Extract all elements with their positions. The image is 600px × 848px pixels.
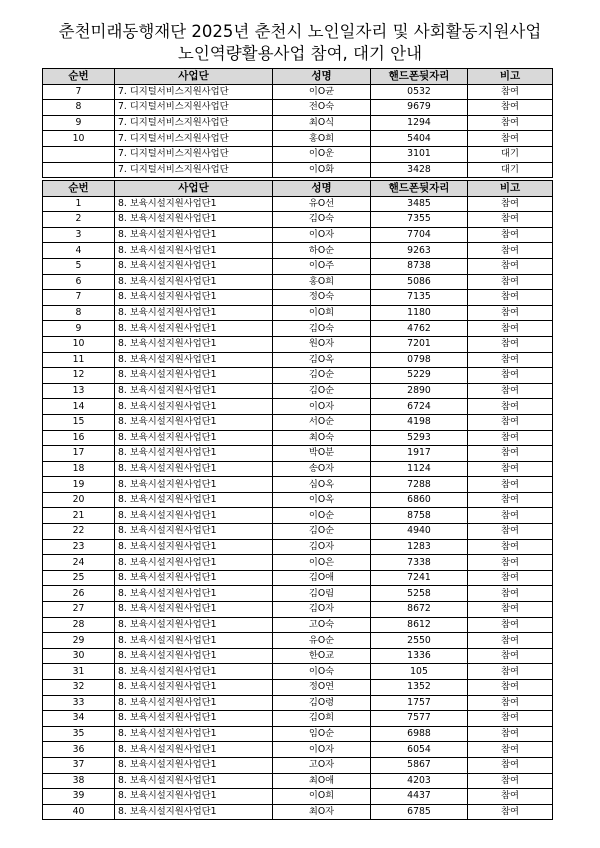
table-row	[43, 742, 553, 758]
cell-team: 8. 보육시설지원사업단1	[115, 274, 273, 290]
table-row	[43, 383, 553, 399]
cell-no: 2	[43, 212, 115, 228]
cell-team: 7. 디지털서비스지원사업단	[115, 162, 273, 178]
cell-note: 참여	[468, 492, 553, 508]
cell-note: 참여	[468, 633, 553, 649]
cell-team: 8. 보육시설지원사업단1	[115, 555, 273, 571]
cell-note: 참여	[468, 711, 553, 727]
table-header-row	[43, 181, 553, 197]
cell-team: 7. 디지털서비스지원사업단	[115, 115, 273, 131]
cell-team: 8. 보육시설지원사업단1	[115, 633, 273, 649]
cell-note: 참여	[468, 789, 553, 805]
table-row	[43, 446, 553, 462]
cell-note: 참여	[468, 773, 553, 789]
cell-no: 40	[43, 804, 115, 820]
cell-note: 참여	[468, 664, 553, 680]
cell-note: 참여	[468, 290, 553, 306]
cell-no: 39	[43, 789, 115, 805]
cell-team: 8. 보육시설지원사업단1	[115, 570, 273, 586]
cell-no: 11	[43, 352, 115, 368]
header-note: 비고	[468, 181, 553, 197]
cell-no: 7	[43, 84, 115, 100]
cell-no: 14	[43, 399, 115, 415]
cell-no	[43, 162, 115, 178]
cell-phone: 8738	[371, 258, 468, 274]
cell-note: 참여	[468, 555, 553, 571]
cell-team: 8. 보육시설지원사업단1	[115, 757, 273, 773]
table-row	[43, 789, 553, 805]
header-phone: 핸드폰뒷자리	[371, 181, 468, 197]
cell-no: 34	[43, 711, 115, 727]
cell-no: 33	[43, 695, 115, 711]
cell-team: 7. 디지털서비스지원사업단	[115, 100, 273, 116]
cell-phone: 7577	[371, 711, 468, 727]
table-row	[43, 664, 553, 680]
cell-note: 참여	[468, 115, 553, 131]
cell-name: 고O자	[273, 757, 371, 773]
cell-phone: 6785	[371, 804, 468, 820]
cell-no: 15	[43, 414, 115, 430]
cell-no: 7	[43, 290, 115, 306]
cell-phone: 2890	[371, 383, 468, 399]
cell-phone: 6054	[371, 742, 468, 758]
cell-team: 8. 보육시설지원사업단1	[115, 461, 273, 477]
table-row	[43, 633, 553, 649]
cell-name: 하O순	[273, 243, 371, 259]
cell-team: 8. 보육시설지원사업단1	[115, 726, 273, 742]
cell-no: 21	[43, 508, 115, 524]
cell-name: 원O자	[273, 336, 371, 352]
cell-no: 36	[43, 742, 115, 758]
participant-table-digital	[42, 68, 553, 178]
cell-name: 최O숙	[273, 430, 371, 446]
cell-no: 32	[43, 680, 115, 696]
table-row	[43, 100, 553, 116]
cell-name: 김O림	[273, 586, 371, 602]
participant-table-childcare	[42, 180, 553, 820]
header-phone: 핸드폰뒷자리	[371, 69, 468, 85]
cell-no: 22	[43, 524, 115, 540]
table-row	[43, 258, 553, 274]
table-row	[43, 461, 553, 477]
cell-name: 김O옥	[273, 352, 371, 368]
cell-phone: 5293	[371, 430, 468, 446]
table-row	[43, 196, 553, 212]
cell-phone: 4198	[371, 414, 468, 430]
cell-note: 참여	[468, 617, 553, 633]
cell-phone: 9679	[371, 100, 468, 116]
cell-note: 대기	[468, 162, 553, 178]
cell-note: 대기	[468, 146, 553, 162]
table-row	[43, 115, 553, 131]
cell-no: 6	[43, 274, 115, 290]
cell-phone: 7288	[371, 477, 468, 493]
cell-team: 8. 보육시설지원사업단1	[115, 243, 273, 259]
cell-name: 김O숙	[273, 321, 371, 337]
cell-name: 이O희	[273, 789, 371, 805]
table-row	[43, 602, 553, 618]
table-row	[43, 555, 553, 571]
cell-no: 23	[43, 539, 115, 555]
table-row	[43, 757, 553, 773]
cell-no: 17	[43, 446, 115, 462]
cell-note: 참여	[468, 586, 553, 602]
cell-team: 8. 보육시설지원사업단1	[115, 321, 273, 337]
header-team: 사업단	[115, 69, 273, 85]
cell-phone: 6724	[371, 399, 468, 415]
cell-team: 8. 보육시설지원사업단1	[115, 477, 273, 493]
cell-note: 참여	[468, 399, 553, 415]
table-row	[43, 131, 553, 147]
cell-team: 8. 보육시설지원사업단1	[115, 368, 273, 384]
cell-no: 8	[43, 100, 115, 116]
cell-team: 8. 보육시설지원사업단1	[115, 773, 273, 789]
cell-note: 참여	[468, 695, 553, 711]
cell-phone: 7135	[371, 290, 468, 306]
cell-phone: 4940	[371, 524, 468, 540]
table-row	[43, 586, 553, 602]
cell-note: 참여	[468, 477, 553, 493]
cell-team: 8. 보육시설지원사업단1	[115, 212, 273, 228]
cell-team: 8. 보육시설지원사업단1	[115, 508, 273, 524]
cell-team: 8. 보육시설지원사업단1	[115, 711, 273, 727]
cell-no: 9	[43, 115, 115, 131]
cell-phone: 5086	[371, 274, 468, 290]
table-row	[43, 680, 553, 696]
table-row	[43, 162, 553, 178]
cell-note: 참여	[468, 305, 553, 321]
cell-name: 김O령	[273, 695, 371, 711]
cell-no: 38	[43, 773, 115, 789]
cell-phone: 8672	[371, 602, 468, 618]
header-no: 순번	[43, 181, 115, 197]
cell-team: 8. 보육시설지원사업단1	[115, 227, 273, 243]
cell-phone: 6860	[371, 492, 468, 508]
cell-no: 3	[43, 227, 115, 243]
table-row	[43, 212, 553, 228]
cell-no: 24	[43, 555, 115, 571]
table-row	[43, 648, 553, 664]
cell-no: 4	[43, 243, 115, 259]
cell-phone: 5867	[371, 757, 468, 773]
cell-name: 김O숙	[273, 212, 371, 228]
cell-name: 정O숙	[273, 290, 371, 306]
cell-name: 최O애	[273, 773, 371, 789]
cell-phone: 7201	[371, 336, 468, 352]
cell-name: 김O애	[273, 570, 371, 586]
cell-phone: 7704	[371, 227, 468, 243]
cell-team: 8. 보육시설지원사업단1	[115, 446, 273, 462]
cell-no: 18	[43, 461, 115, 477]
cell-note: 참여	[468, 258, 553, 274]
table-row	[43, 711, 553, 727]
cell-note: 참여	[468, 227, 553, 243]
cell-team: 8. 보육시설지원사업단1	[115, 539, 273, 555]
cell-no: 26	[43, 586, 115, 602]
cell-note: 참여	[468, 757, 553, 773]
cell-team: 8. 보육시설지원사업단1	[115, 602, 273, 618]
cell-no: 19	[43, 477, 115, 493]
cell-name: 김O자	[273, 602, 371, 618]
cell-team: 8. 보육시설지원사업단1	[115, 196, 273, 212]
cell-name: 김O자	[273, 539, 371, 555]
cell-no: 25	[43, 570, 115, 586]
cell-note: 참여	[468, 414, 553, 430]
cell-name: 이O희	[273, 305, 371, 321]
cell-no: 30	[43, 648, 115, 664]
cell-name: 이O옥	[273, 492, 371, 508]
cell-name: 심O옥	[273, 477, 371, 493]
table-row	[43, 84, 553, 100]
cell-phone: 7241	[371, 570, 468, 586]
cell-no: 35	[43, 726, 115, 742]
cell-note: 참여	[468, 602, 553, 618]
table-row	[43, 539, 553, 555]
cell-name: 김O희	[273, 711, 371, 727]
cell-note: 참여	[468, 352, 553, 368]
cell-note: 참여	[468, 368, 553, 384]
cell-team: 8. 보육시설지원사업단1	[115, 430, 273, 446]
cell-note: 참여	[468, 321, 553, 337]
cell-no: 12	[43, 368, 115, 384]
cell-name: 최O식	[273, 115, 371, 131]
table-row	[43, 477, 553, 493]
cell-team: 7. 디지털서비스지원사업단	[115, 146, 273, 162]
table-row	[43, 414, 553, 430]
cell-phone: 1124	[371, 461, 468, 477]
cell-no: 28	[43, 617, 115, 633]
page-title: 춘천미래동행재단 2025년 춘천시 노인일자리 및 사회활동지원사업	[58, 22, 542, 41]
cell-team: 8. 보육시설지원사업단1	[115, 804, 273, 820]
page-subtitle: 노인역량활용사업 참여, 대기 안내	[177, 44, 423, 63]
cell-team: 7. 디지털서비스지원사업단	[115, 131, 273, 147]
table-row	[43, 399, 553, 415]
cell-note: 참여	[468, 508, 553, 524]
cell-name: 이O화	[273, 162, 371, 178]
cell-name: 이O순	[273, 508, 371, 524]
cell-phone: 4437	[371, 789, 468, 805]
cell-name: 김O순	[273, 368, 371, 384]
cell-team: 8. 보육시설지원사업단1	[115, 258, 273, 274]
cell-team: 8. 보육시설지원사업단1	[115, 414, 273, 430]
cell-phone: 4203	[371, 773, 468, 789]
cell-name: 전O숙	[273, 100, 371, 116]
cell-no: 5	[43, 258, 115, 274]
cell-phone: 3101	[371, 146, 468, 162]
cell-name: 고O숙	[273, 617, 371, 633]
cell-note: 참여	[468, 336, 553, 352]
cell-note: 참여	[468, 243, 553, 259]
cell-no: 1	[43, 196, 115, 212]
header-name: 성명	[273, 181, 371, 197]
cell-phone: 1294	[371, 115, 468, 131]
cell-team: 8. 보육시설지원사업단1	[115, 695, 273, 711]
cell-phone: 7338	[371, 555, 468, 571]
cell-phone: 1336	[371, 648, 468, 664]
cell-phone: 7355	[371, 212, 468, 228]
cell-phone: 8612	[371, 617, 468, 633]
cell-note: 참여	[468, 196, 553, 212]
cell-phone: 0798	[371, 352, 468, 368]
cell-note: 참여	[468, 100, 553, 116]
cell-phone: 1757	[371, 695, 468, 711]
cell-team: 8. 보육시설지원사업단1	[115, 336, 273, 352]
table-row	[43, 773, 553, 789]
cell-note: 참여	[468, 446, 553, 462]
cell-note: 참여	[468, 804, 553, 820]
cell-no: 29	[43, 633, 115, 649]
cell-name: 홍O희	[273, 131, 371, 147]
cell-team: 8. 보육시설지원사업단1	[115, 492, 273, 508]
cell-team: 8. 보육시설지원사업단1	[115, 617, 273, 633]
cell-no: 31	[43, 664, 115, 680]
cell-name: 이O균	[273, 84, 371, 100]
cell-phone: 3428	[371, 162, 468, 178]
cell-name: 이O숙	[273, 664, 371, 680]
cell-note: 참여	[468, 648, 553, 664]
cell-name: 송O자	[273, 461, 371, 477]
cell-name: 홍O희	[273, 274, 371, 290]
cell-no: 10	[43, 336, 115, 352]
cell-phone: 5229	[371, 368, 468, 384]
cell-no: 10	[43, 131, 115, 147]
table-row	[43, 430, 553, 446]
cell-note: 참여	[468, 539, 553, 555]
header-note: 비고	[468, 69, 553, 85]
cell-no: 27	[43, 602, 115, 618]
table-row	[43, 352, 553, 368]
cell-no: 13	[43, 383, 115, 399]
cell-name: 김O순	[273, 383, 371, 399]
table-row	[43, 492, 553, 508]
cell-team: 8. 보육시설지원사업단1	[115, 383, 273, 399]
cell-team: 8. 보육시설지원사업단1	[115, 352, 273, 368]
table-header-row	[43, 69, 553, 85]
header-name: 성명	[273, 69, 371, 85]
cell-note: 참여	[468, 131, 553, 147]
cell-note: 참여	[468, 212, 553, 228]
cell-name: 최O자	[273, 804, 371, 820]
cell-phone: 2550	[371, 633, 468, 649]
cell-no: 9	[43, 321, 115, 337]
cell-note: 참여	[468, 524, 553, 540]
table-row	[43, 570, 553, 586]
cell-phone: 4762	[371, 321, 468, 337]
table-row	[43, 146, 553, 162]
cell-team: 7. 디지털서비스지원사업단	[115, 84, 273, 100]
cell-name: 이O자	[273, 227, 371, 243]
cell-name: 유O순	[273, 633, 371, 649]
cell-phone: 6988	[371, 726, 468, 742]
table-row	[43, 227, 553, 243]
cell-note: 참여	[468, 430, 553, 446]
cell-team: 8. 보육시설지원사업단1	[115, 648, 273, 664]
cell-team: 8. 보육시설지원사업단1	[115, 399, 273, 415]
cell-team: 8. 보육시설지원사업단1	[115, 290, 273, 306]
cell-no: 37	[43, 757, 115, 773]
cell-team: 8. 보육시설지원사업단1	[115, 305, 273, 321]
table-row	[43, 243, 553, 259]
cell-name: 이O운	[273, 146, 371, 162]
cell-phone: 5404	[371, 131, 468, 147]
cell-name: 김O순	[273, 524, 371, 540]
cell-phone: 3485	[371, 196, 468, 212]
cell-name: 서O순	[273, 414, 371, 430]
table-row	[43, 305, 553, 321]
header-team: 사업단	[115, 181, 273, 197]
table-row	[43, 274, 553, 290]
cell-name: 이O주	[273, 258, 371, 274]
cell-phone: 1352	[371, 680, 468, 696]
cell-no	[43, 146, 115, 162]
cell-name: 박O분	[273, 446, 371, 462]
cell-phone: 9263	[371, 243, 468, 259]
table-row	[43, 508, 553, 524]
cell-note: 참여	[468, 383, 553, 399]
table-row	[43, 695, 553, 711]
cell-phone: 0532	[371, 84, 468, 100]
table-row	[43, 617, 553, 633]
cell-note: 참여	[468, 742, 553, 758]
cell-name: 이O자	[273, 742, 371, 758]
cell-team: 8. 보육시설지원사업단1	[115, 664, 273, 680]
table-row	[43, 726, 553, 742]
cell-name: 이O자	[273, 399, 371, 415]
cell-name: 유O선	[273, 196, 371, 212]
cell-name: 이O은	[273, 555, 371, 571]
table-row	[43, 321, 553, 337]
cell-name: 임O순	[273, 726, 371, 742]
cell-note: 참여	[468, 726, 553, 742]
cell-name: 정O연	[273, 680, 371, 696]
table-row	[43, 804, 553, 820]
cell-team: 8. 보육시설지원사업단1	[115, 789, 273, 805]
cell-phone: 5258	[371, 586, 468, 602]
cell-name: 한O교	[273, 648, 371, 664]
table-row	[43, 290, 553, 306]
cell-note: 참여	[468, 680, 553, 696]
cell-phone: 1917	[371, 446, 468, 462]
cell-phone: 1283	[371, 539, 468, 555]
cell-phone: 105	[371, 664, 468, 680]
cell-note: 참여	[468, 274, 553, 290]
table-row	[43, 336, 553, 352]
cell-no: 16	[43, 430, 115, 446]
cell-team: 8. 보육시설지원사업단1	[115, 524, 273, 540]
cell-team: 8. 보육시설지원사업단1	[115, 680, 273, 696]
cell-team: 8. 보육시설지원사업단1	[115, 586, 273, 602]
cell-note: 참여	[468, 461, 553, 477]
cell-team: 8. 보육시설지원사업단1	[115, 742, 273, 758]
table-row	[43, 524, 553, 540]
cell-phone: 1180	[371, 305, 468, 321]
cell-phone: 8758	[371, 508, 468, 524]
cell-no: 20	[43, 492, 115, 508]
cell-no: 8	[43, 305, 115, 321]
header-no: 순번	[43, 69, 115, 85]
table-row	[43, 368, 553, 384]
cell-note: 참여	[468, 570, 553, 586]
cell-note: 참여	[468, 84, 553, 100]
